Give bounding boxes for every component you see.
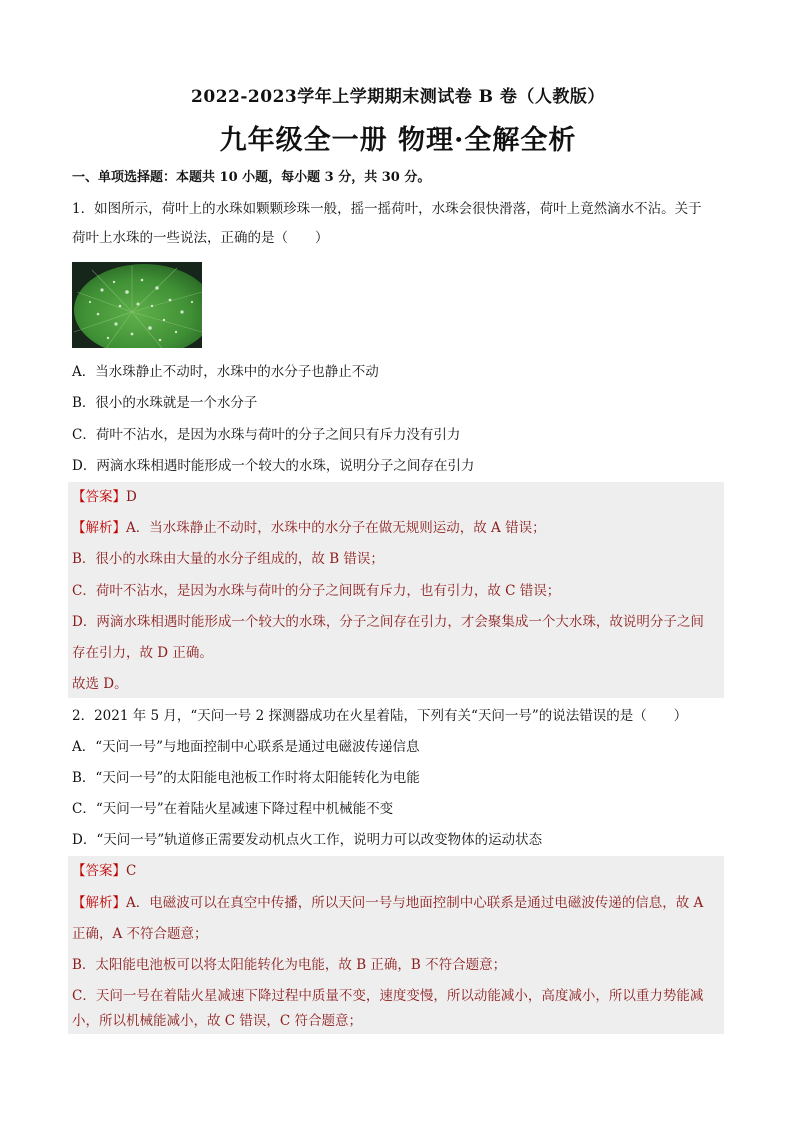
q1-option-c: C．荷叶不沾水，是因为水珠与荷叶的分子之间只有斥力没有引力 xyxy=(72,427,461,443)
q1-option-d: D．两滴水珠相遇时能形成一个较大的水珠，说明分子之间存在引力 xyxy=(72,458,475,474)
q2-answer-block xyxy=(68,856,724,1034)
q1-option-b: B．很小的水珠就是一个水分子 xyxy=(72,395,258,411)
q2-option-b: B．“天问一号”的太阳能电池板工作时将太阳能转化为电能 xyxy=(72,770,420,786)
q1-analysis-line3: C．荷叶不沾水，是因为水珠与荷叶的分子之间既有斥力，也有引力，故 C 错误； xyxy=(72,583,561,599)
answer-tag: 【答案】 xyxy=(72,489,126,505)
q1-analysis-line4: D．两滴水珠相遇时能形成一个较大的水珠，分子之间存在引力，才会聚集成一个大水珠，故说明分子之间 xyxy=(72,614,704,630)
q2-option-d: D．“天问一号”轨道修正需要发动机点火工作，说明力可以改变物体的运动状态 xyxy=(72,832,543,848)
q2-analysis-line1: 【解析】A．电磁波可以在真空中传播，所以天问一号与地面控制中心联系是通过电磁波传递的信息，故 A xyxy=(72,895,704,911)
q1-conclusion: 故选 D。 xyxy=(72,676,128,692)
q2-analysis-line2: 正确，A 不符合题意； xyxy=(72,926,208,942)
lotus-leaf-illustration xyxy=(72,262,202,348)
q1-analysis-line2: B．很小的水珠由大量的水分子组成的，故 B 错误； xyxy=(72,551,384,567)
q1-answer-block xyxy=(68,482,724,698)
q2-answer-line xyxy=(72,861,136,881)
q1-option-a: A．当水珠静止不动时，水珠中的水分子也静止不动 xyxy=(72,364,379,380)
q1-analysis-line1: 【解析】A．当水珠静止不动时，水珠中的水分子在做无规则运动，故 A 错误； xyxy=(72,520,546,536)
q1-analysis-line5: 存在引力，故 D 正确。 xyxy=(72,645,213,661)
analysis-tag: 【解析】 xyxy=(72,520,126,536)
q2-option-a: A．“天问一号”与地面控制中心联系是通过电磁波传递信息 xyxy=(72,739,420,755)
q1-answer-line xyxy=(72,487,137,507)
exam-title: 2022-2023学年上学期期末测试卷 B 卷（人教版） xyxy=(191,87,605,107)
answer-tag: 【答案】 xyxy=(72,863,126,879)
q2-stem: 2．2021 年 5 月，“天问一号 2 探测器成功在火星着陆，下列有关“天问一号”的说法错误的是（ ） xyxy=(72,708,688,724)
q2-analysis-line5: 小，所以机械能减小，故 C 错误，C 符合题意； xyxy=(72,1013,363,1029)
q1-stem-line2: 荷叶上水珠的一些说法，正确的是（ ） xyxy=(72,230,329,246)
answer-value: C xyxy=(126,863,137,879)
exam-subtitle: 九年级全一册 物理·全解全析 xyxy=(219,125,577,156)
q1-stem-line1: 1．如图所示，荷叶上的水珠如颗颗珍珠一般，摇一摇荷叶，水珠会很快滑落，荷叶上竟然滴水不沾。关于 xyxy=(72,201,702,217)
analysis-tag: 【解析】 xyxy=(72,895,126,911)
answer-value: D xyxy=(126,489,137,505)
lotus-leaf-image xyxy=(72,262,202,348)
q2-analysis-line4: C．天问一号在着陆火星减速下降过程中质量不变，速度变慢，所以动能减小，高度减小，所以重力势能减 xyxy=(72,988,704,1004)
q2-analysis-line3: B．太阳能电池板可以将太阳能转化为电能，故 B 正确，B 不符合题意； xyxy=(72,957,507,973)
section-heading: 一、单项选择题：本题共 10 小题，每小题 3 分，共 30 分。 xyxy=(72,170,431,185)
q2-option-c: C．“天问一号”在着陆火星减速下降过程中机械能不变 xyxy=(72,801,394,817)
